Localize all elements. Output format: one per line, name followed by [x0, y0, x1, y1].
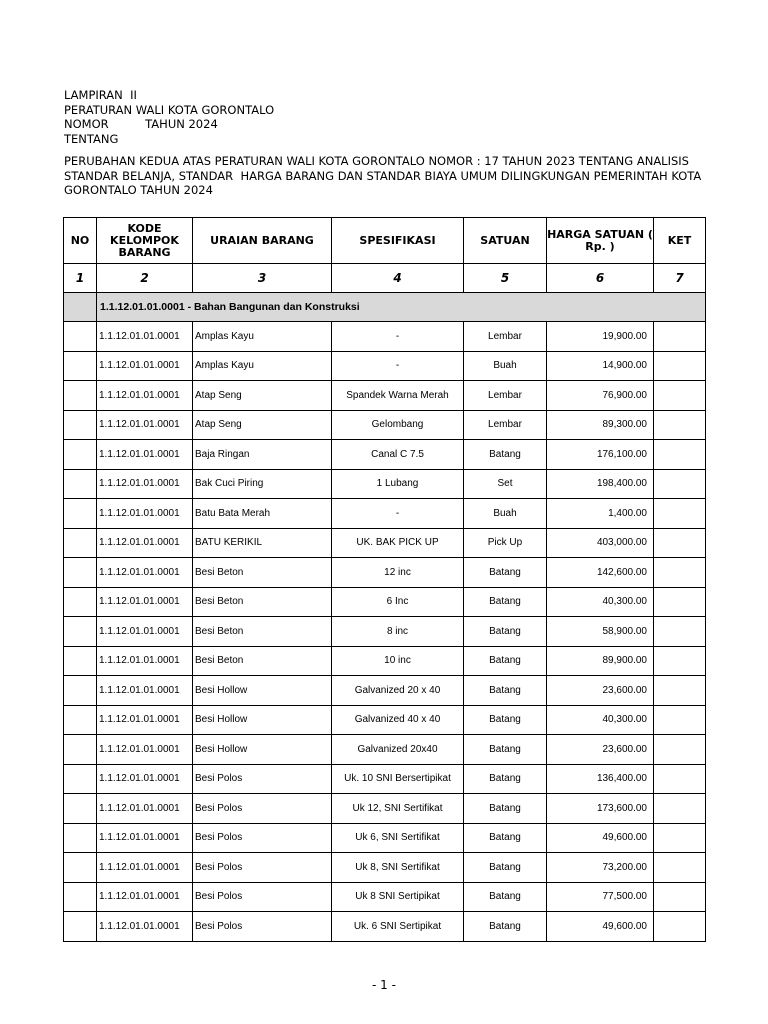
- row-harga: 23,600.00: [547, 676, 654, 706]
- row-satuan: Batang: [464, 853, 547, 883]
- row-uraian: BATU KERIKIL: [193, 528, 332, 558]
- row-satuan: Pick Up: [464, 528, 547, 558]
- row-harga: 403,000.00: [547, 528, 654, 558]
- table-row: [64, 558, 706, 588]
- row-ket: [654, 469, 706, 499]
- table-row: [64, 499, 706, 529]
- row-harga: 49,600.00: [547, 912, 654, 942]
- row-no: [64, 410, 97, 440]
- row-kode: 1.1.12.01.01.0001: [97, 381, 193, 411]
- row-kode: 1.1.12.01.01.0001: [97, 646, 193, 676]
- row-uraian: Amplas Kayu: [193, 351, 332, 381]
- row-no: [64, 558, 97, 588]
- row-no: [64, 646, 97, 676]
- row-no: [64, 823, 97, 853]
- row-uraian: Besi Polos: [193, 764, 332, 794]
- row-kode: 1.1.12.01.01.0001: [97, 882, 193, 912]
- row-no: [64, 322, 97, 352]
- row-uraian: Besi Hollow: [193, 705, 332, 735]
- table-row: [64, 381, 706, 411]
- row-ket: [654, 617, 706, 647]
- row-harga: 40,300.00: [547, 705, 654, 735]
- column-number: 1: [64, 264, 97, 293]
- table-row: [64, 823, 706, 853]
- row-uraian: Besi Beton: [193, 558, 332, 588]
- table-row: [64, 322, 706, 352]
- row-satuan: Batang: [464, 764, 547, 794]
- row-spesifikasi: 10 inc: [332, 646, 464, 676]
- row-uraian: Besi Beton: [193, 587, 332, 617]
- row-ket: [654, 676, 706, 706]
- header-uraian: URAIAN BARANG: [193, 218, 332, 264]
- row-uraian: Besi Polos: [193, 794, 332, 824]
- row-uraian: Besi Hollow: [193, 735, 332, 765]
- row-no: [64, 882, 97, 912]
- row-kode: 1.1.12.01.01.0001: [97, 322, 193, 352]
- row-ket: [654, 587, 706, 617]
- row-harga: 73,200.00: [547, 853, 654, 883]
- group-spacer: [64, 293, 97, 322]
- lampiran-label: LAMPIRAN II: [64, 88, 137, 102]
- row-ket: [654, 440, 706, 470]
- row-satuan: Set: [464, 469, 547, 499]
- header-spesifikasi: SPESIFIKASI: [332, 218, 464, 264]
- row-kode: 1.1.12.01.01.0001: [97, 469, 193, 499]
- column-number: 4: [332, 264, 464, 293]
- row-spesifikasi: Uk 12, SNI Sertifikat: [332, 794, 464, 824]
- table-row: [64, 587, 706, 617]
- row-no: [64, 764, 97, 794]
- header-no: NO: [64, 218, 97, 264]
- column-number: 7: [654, 264, 706, 293]
- row-uraian: Besi Polos: [193, 853, 332, 883]
- row-spesifikasi: Galvanized 20 x 40: [332, 676, 464, 706]
- row-uraian: Baja Ringan: [193, 440, 332, 470]
- table-row: [64, 469, 706, 499]
- row-spesifikasi: Uk 6, SNI Sertifikat: [332, 823, 464, 853]
- row-kode: 1.1.12.01.01.0001: [97, 528, 193, 558]
- row-uraian: Besi Hollow: [193, 676, 332, 706]
- row-ket: [654, 381, 706, 411]
- row-satuan: Batang: [464, 646, 547, 676]
- document-header: [64, 88, 714, 198]
- table-body: [64, 264, 706, 942]
- table-row: [64, 617, 706, 647]
- row-kode: 1.1.12.01.01.0001: [97, 853, 193, 883]
- row-kode: 1.1.12.01.01.0001: [97, 764, 193, 794]
- table-row: [64, 882, 706, 912]
- row-ket: [654, 853, 706, 883]
- row-spesifikasi: 12 inc: [332, 558, 464, 588]
- column-number: 5: [464, 264, 547, 293]
- row-satuan: Batang: [464, 587, 547, 617]
- row-no: [64, 735, 97, 765]
- row-harga: 58,900.00: [547, 617, 654, 647]
- row-spesifikasi: UK. BAK PICK UP: [332, 528, 464, 558]
- header-satuan: SATUAN: [464, 218, 547, 264]
- table-row: [64, 351, 706, 381]
- row-kode: 1.1.12.01.01.0001: [97, 705, 193, 735]
- row-kode: 1.1.12.01.01.0001: [97, 440, 193, 470]
- row-spesifikasi: Uk 8 SNI Sertipikat: [332, 882, 464, 912]
- row-satuan: Batang: [464, 823, 547, 853]
- row-no: [64, 676, 97, 706]
- row-no: [64, 617, 97, 647]
- row-no: [64, 351, 97, 381]
- row-ket: [654, 882, 706, 912]
- row-ket: [654, 499, 706, 529]
- row-no: [64, 853, 97, 883]
- row-ket: [654, 528, 706, 558]
- row-harga: 49,600.00: [547, 823, 654, 853]
- row-spesifikasi: 1 Lubang: [332, 469, 464, 499]
- row-spesifikasi: Canal C 7.5: [332, 440, 464, 470]
- row-kode: 1.1.12.01.01.0001: [97, 499, 193, 529]
- row-no: [64, 587, 97, 617]
- regulation-number: NOMOR TAHUN 2024: [64, 117, 218, 131]
- row-spesifikasi: Galvanized 40 x 40: [332, 705, 464, 735]
- row-harga: 19,900.00: [547, 322, 654, 352]
- row-uraian: Besi Beton: [193, 617, 332, 647]
- table-row: [64, 912, 706, 942]
- row-satuan: Batang: [464, 882, 547, 912]
- row-harga: 173,600.00: [547, 794, 654, 824]
- row-uraian: Besi Polos: [193, 823, 332, 853]
- row-kode: 1.1.12.01.01.0001: [97, 558, 193, 588]
- row-harga: 14,900.00: [547, 351, 654, 381]
- row-spesifikasi: 6 Inc: [332, 587, 464, 617]
- row-uraian: Batu Bata Merah: [193, 499, 332, 529]
- page-number: - 1 -: [372, 978, 396, 992]
- row-uraian: Atap Seng: [193, 410, 332, 440]
- row-spesifikasi: -: [332, 351, 464, 381]
- row-ket: [654, 912, 706, 942]
- table-row: [64, 440, 706, 470]
- regulation-title: PERATURAN WALI KOTA GORONTALO: [64, 102, 275, 117]
- column-number: 6: [547, 264, 654, 293]
- table-row: [64, 794, 706, 824]
- row-ket: [654, 764, 706, 794]
- row-kode: 1.1.12.01.01.0001: [97, 676, 193, 706]
- row-uraian: Besi Polos: [193, 912, 332, 942]
- row-no: [64, 794, 97, 824]
- row-ket: [654, 646, 706, 676]
- table-row: [64, 853, 706, 883]
- row-satuan: Lembar: [464, 322, 547, 352]
- column-number: 2: [97, 264, 193, 293]
- row-ket: [654, 705, 706, 735]
- row-uraian: Besi Beton: [193, 646, 332, 676]
- row-kode: 1.1.12.01.01.0001: [97, 735, 193, 765]
- row-spesifikasi: Galvanized 20x40: [332, 735, 464, 765]
- row-ket: [654, 351, 706, 381]
- row-harga: 23,600.00: [547, 735, 654, 765]
- row-spesifikasi: -: [332, 499, 464, 529]
- row-satuan: Buah: [464, 499, 547, 529]
- row-uraian: Amplas Kayu: [193, 322, 332, 352]
- row-no: [64, 528, 97, 558]
- row-satuan: Lembar: [464, 410, 547, 440]
- row-spesifikasi: Uk. 10 SNI Bersertipikat: [332, 764, 464, 794]
- row-satuan: Batang: [464, 558, 547, 588]
- table-row: [64, 528, 706, 558]
- row-ket: [654, 794, 706, 824]
- row-ket: [654, 410, 706, 440]
- row-no: [64, 912, 97, 942]
- row-satuan: Batang: [464, 617, 547, 647]
- tentang-label: TENTANG: [64, 131, 119, 146]
- row-kode: 1.1.12.01.01.0001: [97, 794, 193, 824]
- price-standard-table: [63, 217, 706, 942]
- row-ket: [654, 558, 706, 588]
- row-kode: 1.1.12.01.01.0001: [97, 617, 193, 647]
- table-row: [64, 410, 706, 440]
- row-satuan: Batang: [464, 440, 547, 470]
- row-kode: 1.1.12.01.01.0001: [97, 823, 193, 853]
- row-no: [64, 381, 97, 411]
- group-label: 1.1.12.01.01.0001 - Bahan Bangunan dan Konstruksi: [97, 293, 706, 322]
- header-harga: HARGA SATUAN ( Rp. ): [547, 218, 654, 264]
- row-satuan: Batang: [464, 912, 547, 942]
- row-kode: 1.1.12.01.01.0001: [97, 912, 193, 942]
- row-kode: 1.1.12.01.01.0001: [97, 410, 193, 440]
- row-ket: [654, 322, 706, 352]
- table-row: [64, 676, 706, 706]
- row-harga: 77,500.00: [547, 882, 654, 912]
- row-harga: 1,400.00: [547, 499, 654, 529]
- row-satuan: Batang: [464, 735, 547, 765]
- row-harga: 142,600.00: [547, 558, 654, 588]
- row-harga: 198,400.00: [547, 469, 654, 499]
- row-spesifikasi: Gelombang: [332, 410, 464, 440]
- row-satuan: Batang: [464, 676, 547, 706]
- subject-line-1: PERUBAHAN KEDUA ATAS PERATURAN WALI KOTA GORONTALO NOMOR : 17 TAHUN 2023 TENTANG ANALISIS: [64, 154, 689, 168]
- row-harga: 89,900.00: [547, 646, 654, 676]
- row-satuan: Batang: [464, 705, 547, 735]
- group-row: [64, 293, 706, 322]
- row-harga: 89,300.00: [547, 410, 654, 440]
- row-spesifikasi: Spandek Warna Merah: [332, 381, 464, 411]
- header-kode: KODE KELOMPOK BARANG: [97, 218, 193, 264]
- row-harga: 40,300.00: [547, 587, 654, 617]
- table-row: [64, 764, 706, 794]
- row-harga: 136,400.00: [547, 764, 654, 794]
- subject-line-3: GORONTALO TAHUN 2024: [64, 183, 213, 197]
- subject-line-2: STANDAR BELANJA, STANDAR HARGA BARANG DAN STANDAR BIAYA UMUM DILINGKUNGAN PEMERINTAH KOTA: [64, 168, 702, 183]
- row-ket: [654, 735, 706, 765]
- row-spesifikasi: -: [332, 322, 464, 352]
- row-no: [64, 440, 97, 470]
- row-spesifikasi: Uk 8, SNI Sertifikat: [332, 853, 464, 883]
- table-row: [64, 646, 706, 676]
- row-ket: [654, 823, 706, 853]
- row-satuan: Lembar: [464, 381, 547, 411]
- regulation-subject: [64, 154, 714, 198]
- row-harga: 176,100.00: [547, 440, 654, 470]
- row-satuan: Buah: [464, 351, 547, 381]
- row-kode: 1.1.12.01.01.0001: [97, 587, 193, 617]
- column-number-row: [64, 264, 706, 293]
- row-kode: 1.1.12.01.01.0001: [97, 351, 193, 381]
- row-uraian: Atap Seng: [193, 381, 332, 411]
- table-header-row: [64, 218, 706, 264]
- row-spesifikasi: 8 inc: [332, 617, 464, 647]
- column-number: 3: [193, 264, 332, 293]
- row-harga: 76,900.00: [547, 381, 654, 411]
- table-row: [64, 735, 706, 765]
- row-spesifikasi: Uk. 6 SNI Sertipikat: [332, 912, 464, 942]
- row-uraian: Besi Polos: [193, 882, 332, 912]
- row-no: [64, 499, 97, 529]
- row-uraian: Bak Cuci Piring: [193, 469, 332, 499]
- row-satuan: Batang: [464, 794, 547, 824]
- row-no: [64, 705, 97, 735]
- row-no: [64, 469, 97, 499]
- table-row: [64, 705, 706, 735]
- header-ket: KET: [654, 218, 706, 264]
